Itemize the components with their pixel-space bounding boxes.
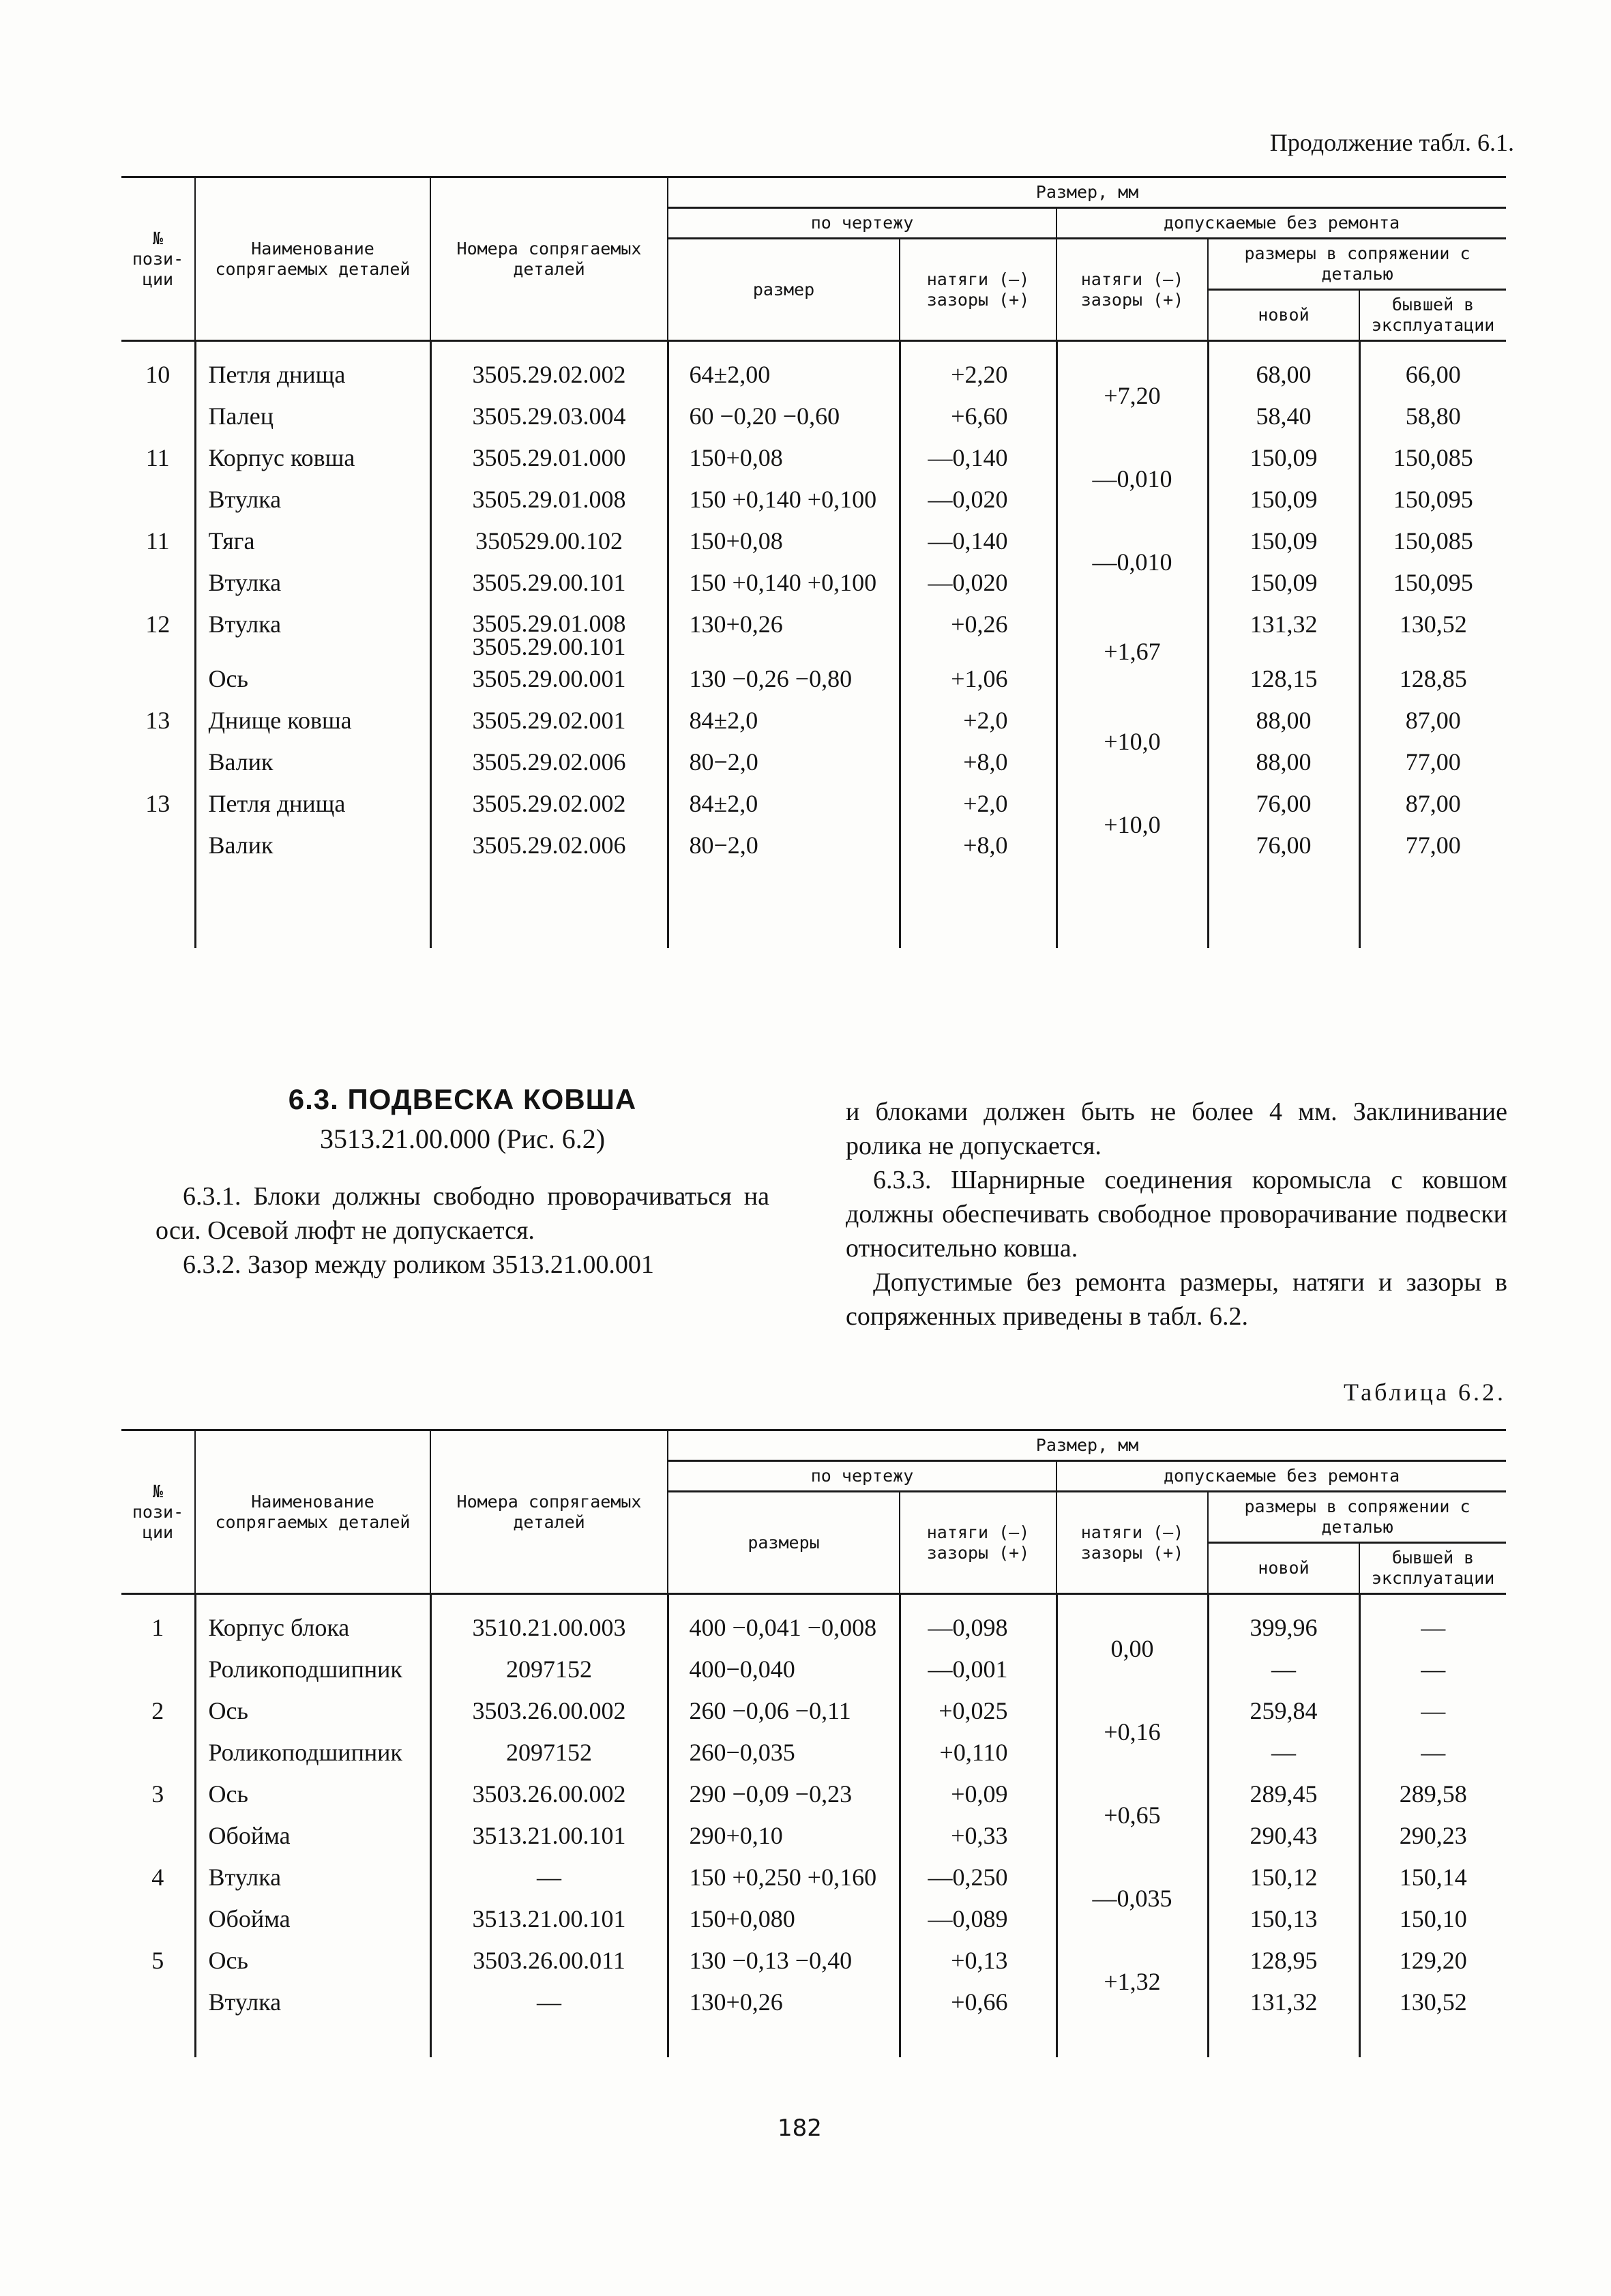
table-spacer: [121, 2023, 1506, 2057]
cell-allow: +0,65: [1056, 1773, 1208, 1857]
cell-size: 64±2,00: [668, 341, 900, 396]
cell-fit: +1,06: [900, 658, 1056, 700]
cell-num: 3510.21.00.003: [430, 1594, 668, 1649]
table-1: [121, 176, 1506, 948]
cell-pos: [121, 658, 195, 700]
cell-size: 400 −0,041 −0,008: [668, 1594, 900, 1649]
cell-num: 350529.00.102: [430, 520, 668, 562]
table-row: [121, 825, 1506, 866]
cell-size: 80−2,0: [668, 741, 900, 783]
cell-allow: +7,20: [1056, 341, 1208, 438]
cell-new: 76,00: [1208, 825, 1359, 866]
cell-size: 290+0,10: [668, 1815, 900, 1857]
cell-size: 130 −0,26 −0,80: [668, 658, 900, 700]
cell-allow: +0,16: [1056, 1690, 1208, 1773]
section-subheading: 3513.21.00.000 (Рис. 6.2): [319, 1123, 606, 1154]
cell-name: Втулка: [195, 1857, 430, 1898]
cell-name: Втулка: [195, 562, 430, 604]
table-spacer: [121, 866, 1506, 948]
cell-size: 290 −0,09 −0,23: [668, 1773, 900, 1815]
cell-new: 131,32: [1208, 1982, 1359, 2023]
cell-new: 150,09: [1208, 479, 1359, 520]
cell-name: Втулка: [195, 1982, 430, 2023]
cell-fit: —0,098: [900, 1594, 1056, 1649]
hdr-allow-fit: натяги (—) зазоры (+): [1056, 1492, 1208, 1594]
cell-name: Днище ковша: [195, 700, 430, 741]
cell-new: 399,96: [1208, 1594, 1359, 1649]
cell-name: Корпус блока: [195, 1594, 430, 1649]
cell-used: 130,52: [1359, 604, 1506, 658]
hdr-new: новой: [1208, 1543, 1359, 1594]
cell-pos: 1: [121, 1594, 195, 1649]
cell-pos: 11: [121, 520, 195, 562]
table-row: [121, 1940, 1506, 1982]
cell-allow: +1,67: [1056, 604, 1208, 700]
hdr-mate-sizes: размеры в сопряжении с деталью: [1208, 1492, 1506, 1543]
hdr-allowed: допускаемые без ремонта: [1056, 1461, 1506, 1492]
cell-size: 150 +0,140 +0,100: [668, 479, 900, 520]
cell-name: Втулка: [195, 479, 430, 520]
cell-used: 87,00: [1359, 783, 1506, 825]
cell-used: —: [1359, 1594, 1506, 1649]
cell-new: 150,09: [1208, 437, 1359, 479]
paragraph-6-3-3: 6.3.3. Шарнирные соединения коромысла с ковшом должны обеспечивать свободное проворачивание подвески относительно ковша.: [846, 1166, 1507, 1263]
paragraph-continued: и блоками должен быть не более 4 мм. Заклинивание ролика не допускается.: [846, 1098, 1507, 1160]
cell-num: 3505.29.02.001: [430, 700, 668, 741]
cell-num: —: [430, 1982, 668, 2023]
cell-name: Петля днища: [195, 341, 430, 396]
hdr-position: № пози-ции: [121, 1430, 195, 1594]
cell-used: 77,00: [1359, 825, 1506, 866]
cell-pos: 3: [121, 1773, 195, 1815]
cell-fit: —0,001: [900, 1649, 1056, 1690]
cell-new: 88,00: [1208, 700, 1359, 741]
cell-fit: —0,140: [900, 520, 1056, 562]
cell-size: 150+0,08: [668, 437, 900, 479]
cell-new: 58,40: [1208, 396, 1359, 437]
cell-size: 260 −0,06 −0,11: [668, 1690, 900, 1732]
table-row: [121, 1649, 1506, 1690]
hdr-fit: натяги (—) зазоры (+): [900, 1492, 1056, 1594]
cell-size: 130+0,26: [668, 604, 900, 658]
cell-fit: +2,20: [900, 341, 1056, 396]
cell-fit: +6,60: [900, 396, 1056, 437]
paragraph-6-3-1: 6.3.1. Блоки должны свободно проворачиваться на оси. Осевой люфт не допускается.: [156, 1182, 769, 1245]
cell-num: 3505.29.01.000: [430, 437, 668, 479]
cell-name: Обойма: [195, 1898, 430, 1940]
cell-allow: +1,32: [1056, 1940, 1208, 2023]
cell-allow: +10,0: [1056, 783, 1208, 866]
cell-name: Втулка: [195, 604, 430, 658]
hdr-size-col: размер: [668, 239, 900, 341]
cell-allow: —0,035: [1056, 1857, 1208, 1940]
cell-fit: —0,089: [900, 1898, 1056, 1940]
cell-used: 130,52: [1359, 1982, 1506, 2023]
cell-name: Петля днища: [195, 783, 430, 825]
cell-num: 2097152: [430, 1732, 668, 1773]
cell-pos: [121, 1732, 195, 1773]
cell-name: Роликоподшипник: [195, 1649, 430, 1690]
cell-size: 60 −0,20 −0,60: [668, 396, 900, 437]
cell-new: 68,00: [1208, 341, 1359, 396]
cell-used: 150,14: [1359, 1857, 1506, 1898]
hdr-new: новой: [1208, 290, 1359, 341]
cell-name: Корпус ковша: [195, 437, 430, 479]
table-row: [121, 741, 1506, 783]
page-number: 182: [778, 2115, 822, 2142]
cell-name: Тяга: [195, 520, 430, 562]
table-row: [121, 562, 1506, 604]
cell-allow: —0,010: [1056, 520, 1208, 604]
cell-fit: —0,020: [900, 562, 1056, 604]
cell-name: Ось: [195, 1773, 430, 1815]
cell-new: 128,15: [1208, 658, 1359, 700]
cell-pos: 10: [121, 341, 195, 396]
left-column: [156, 1083, 769, 1282]
cell-pos: 11: [121, 437, 195, 479]
cell-used: 150,10: [1359, 1898, 1506, 1940]
cell-pos: [121, 825, 195, 866]
table-row: [121, 658, 1506, 700]
cell-new: 289,45: [1208, 1773, 1359, 1815]
hdr-position: № пози-ции: [121, 177, 195, 341]
cell-size: 80−2,0: [668, 825, 900, 866]
cell-allow: —0,010: [1056, 437, 1208, 520]
cell-used: 150,095: [1359, 562, 1506, 604]
cell-num: 3503.26.00.002: [430, 1690, 668, 1732]
hdr-used: бывшей в эксплуатации: [1359, 290, 1506, 341]
cell-name: Ось: [195, 658, 430, 700]
cell-name: Палец: [195, 396, 430, 437]
cell-new: 150,09: [1208, 520, 1359, 562]
cell-num: 3505.29.01.008: [430, 479, 668, 520]
cell-num: 3505.29.02.002: [430, 783, 668, 825]
cell-new: —: [1208, 1732, 1359, 1773]
cell-new: 150,12: [1208, 1857, 1359, 1898]
cell-fit: +0,09: [900, 1773, 1056, 1815]
table-row: [121, 479, 1506, 520]
cell-fit: +0,66: [900, 1982, 1056, 2023]
cell-pos: 2: [121, 1690, 195, 1732]
hdr-allow-fit: натяги (—) зазоры (+): [1056, 239, 1208, 341]
cell-used: 128,85: [1359, 658, 1506, 700]
cell-num: 3505.29.00.001: [430, 658, 668, 700]
cell-new: 131,32: [1208, 604, 1359, 658]
cell-pos: [121, 396, 195, 437]
cell-new: —: [1208, 1649, 1359, 1690]
cell-new: 259,84: [1208, 1690, 1359, 1732]
cell-fit: +0,13: [900, 1940, 1056, 1982]
cell-used: 87,00: [1359, 700, 1506, 741]
hdr-names: Наименование сопрягаемых деталей: [195, 1430, 430, 1594]
cell-fit: —0,020: [900, 479, 1056, 520]
table-row: [121, 1857, 1506, 1898]
cell-num: 3505.29.02.006: [430, 825, 668, 866]
cell-fit: —0,250: [900, 1857, 1056, 1898]
table-row: [121, 1594, 1506, 1649]
section-heading: 6.3. ПОДВЕСКА КОВША: [288, 1083, 637, 1115]
cell-size: 400−0,040: [668, 1649, 900, 1690]
cell-fit: +0,025: [900, 1690, 1056, 1732]
table-row: [121, 783, 1506, 825]
cell-pos: 12: [121, 604, 195, 658]
cell-allow: +10,0: [1056, 700, 1208, 783]
table-row: [121, 520, 1506, 562]
cell-pos: [121, 1815, 195, 1857]
table-6-2: [121, 1429, 1506, 2057]
cell-pos: 5: [121, 1940, 195, 1982]
hdr-size: Размер, мм: [668, 177, 1506, 208]
cell-name: Ось: [195, 1940, 430, 1982]
hdr-mate-sizes: размеры в сопряжении с деталью: [1208, 239, 1506, 290]
cell-name: Роликоподшипник: [195, 1732, 430, 1773]
cell-new: 290,43: [1208, 1815, 1359, 1857]
right-column: [846, 1095, 1507, 1334]
cell-size: 150+0,080: [668, 1898, 900, 1940]
cell-num: 3505.29.01.008: [472, 610, 626, 637]
cell-name: Ось: [195, 1690, 430, 1732]
hdr-size: Размер, мм: [668, 1430, 1506, 1461]
cell-size: 150 +0,140 +0,100: [668, 562, 900, 604]
cell-size: 150 +0,250 +0,160: [668, 1857, 900, 1898]
cell-size: 84±2,0: [668, 783, 900, 825]
hdr-allowed: допускаемые без ремонта: [1056, 208, 1506, 239]
cell-num: 3503.26.00.002: [430, 1773, 668, 1815]
cell-num: —: [430, 1857, 668, 1898]
cell-new: 88,00: [1208, 741, 1359, 783]
cell-new: 150,13: [1208, 1898, 1359, 1940]
table-row: [121, 1982, 1506, 2023]
table-row: [121, 1732, 1506, 1773]
cell-size: 150+0,08: [668, 520, 900, 562]
cell-fit: —0,140: [900, 437, 1056, 479]
table-6-1-continued: [121, 176, 1506, 948]
hdr-by-drawing: по чертежу: [668, 1461, 1056, 1492]
cell-pos: 13: [121, 783, 195, 825]
table-6-2-title: Таблица 6.2.: [1344, 1379, 1506, 1406]
table-row: [121, 437, 1506, 479]
cell-name: Обойма: [195, 1815, 430, 1857]
cell-fit: +8,0: [900, 825, 1056, 866]
hdr-numbers: Номера сопрягаемых деталей: [430, 177, 668, 341]
cell-fit: +2,0: [900, 783, 1056, 825]
cell-size: 260−0,035: [668, 1732, 900, 1773]
hdr-by-drawing: по чертежу: [668, 208, 1056, 239]
cell-used: 150,085: [1359, 520, 1506, 562]
table-2: [121, 1429, 1506, 2057]
cell-used: 290,23: [1359, 1815, 1506, 1857]
cell-used: 58,80: [1359, 396, 1506, 437]
cell-pos: 13: [121, 700, 195, 741]
hdr-names: Наименование сопрягаемых деталей: [195, 177, 430, 341]
cell-num: 3505.29.02.006: [430, 741, 668, 783]
table-row: [121, 1898, 1506, 1940]
cell-name: Валик: [195, 825, 430, 866]
cell-size: 130+0,26: [668, 1982, 900, 2023]
cell-used: —: [1359, 1732, 1506, 1773]
cell-pos: [121, 1649, 195, 1690]
cell-num: 3505.29.02.002: [430, 341, 668, 396]
hdr-used: бывшей в эксплуатации: [1359, 1543, 1506, 1594]
cell-num: 3513.21.00.101: [430, 1898, 668, 1940]
cell-fit: +8,0: [900, 741, 1056, 783]
cell-fit: +2,0: [900, 700, 1056, 741]
cell-num: 3513.21.00.101: [430, 1815, 668, 1857]
cell-pos: [121, 1898, 195, 1940]
table-row: [121, 700, 1506, 741]
continuation-label: Продолжение табл. 6.1.: [1269, 129, 1514, 156]
table-row: [121, 1815, 1506, 1857]
hdr-numbers: Номера сопрягаемых деталей: [430, 1430, 668, 1594]
cell-new: 76,00: [1208, 783, 1359, 825]
cell-used: —: [1359, 1690, 1506, 1732]
cell-num-2: 3505.29.00.101: [472, 633, 626, 660]
paragraph-reference: Допустимые без ремонта размеры, натяги и зазоры в сопряженных приведены в табл. 6.2.: [846, 1268, 1507, 1331]
cell-pos: [121, 562, 195, 604]
cell-num: 3505.29.00.101: [430, 562, 668, 604]
cell-used: 289,58: [1359, 1773, 1506, 1815]
cell-pos: 4: [121, 1857, 195, 1898]
cell-used: 129,20: [1359, 1940, 1506, 1982]
cell-fit: +0,33: [900, 1815, 1056, 1857]
cell-pos: [121, 741, 195, 783]
cell-pos: [121, 479, 195, 520]
cell-name: Валик: [195, 741, 430, 783]
table-row: [121, 1690, 1506, 1732]
cell-used: 150,085: [1359, 437, 1506, 479]
cell-pos: [121, 1982, 195, 2023]
paragraph-6-3-2: 6.3.2. Зазор между роликом 3513.21.00.001: [183, 1250, 654, 1279]
table-row: [121, 604, 1506, 658]
cell-num: 2097152: [430, 1649, 668, 1690]
cell-num-pair: [430, 604, 668, 658]
cell-num: 3505.29.03.004: [430, 396, 668, 437]
hdr-fit: натяги (—) зазоры (+): [900, 239, 1056, 341]
cell-used: 66,00: [1359, 341, 1506, 396]
cell-size: 130 −0,13 −0,40: [668, 1940, 900, 1982]
cell-used: 77,00: [1359, 741, 1506, 783]
table-row: [121, 1773, 1506, 1815]
cell-fit: +0,26: [900, 604, 1056, 658]
cell-num: 3503.26.00.011: [430, 1940, 668, 1982]
table-row: [121, 341, 1506, 396]
cell-fit: +0,110: [900, 1732, 1056, 1773]
cell-size: 84±2,0: [668, 700, 900, 741]
cell-allow: 0,00: [1056, 1594, 1208, 1691]
hdr-size-col: размеры: [668, 1492, 900, 1594]
cell-used: 150,095: [1359, 479, 1506, 520]
cell-new: 150,09: [1208, 562, 1359, 604]
cell-new: 128,95: [1208, 1940, 1359, 1982]
cell-used: —: [1359, 1649, 1506, 1690]
table-row: [121, 396, 1506, 437]
